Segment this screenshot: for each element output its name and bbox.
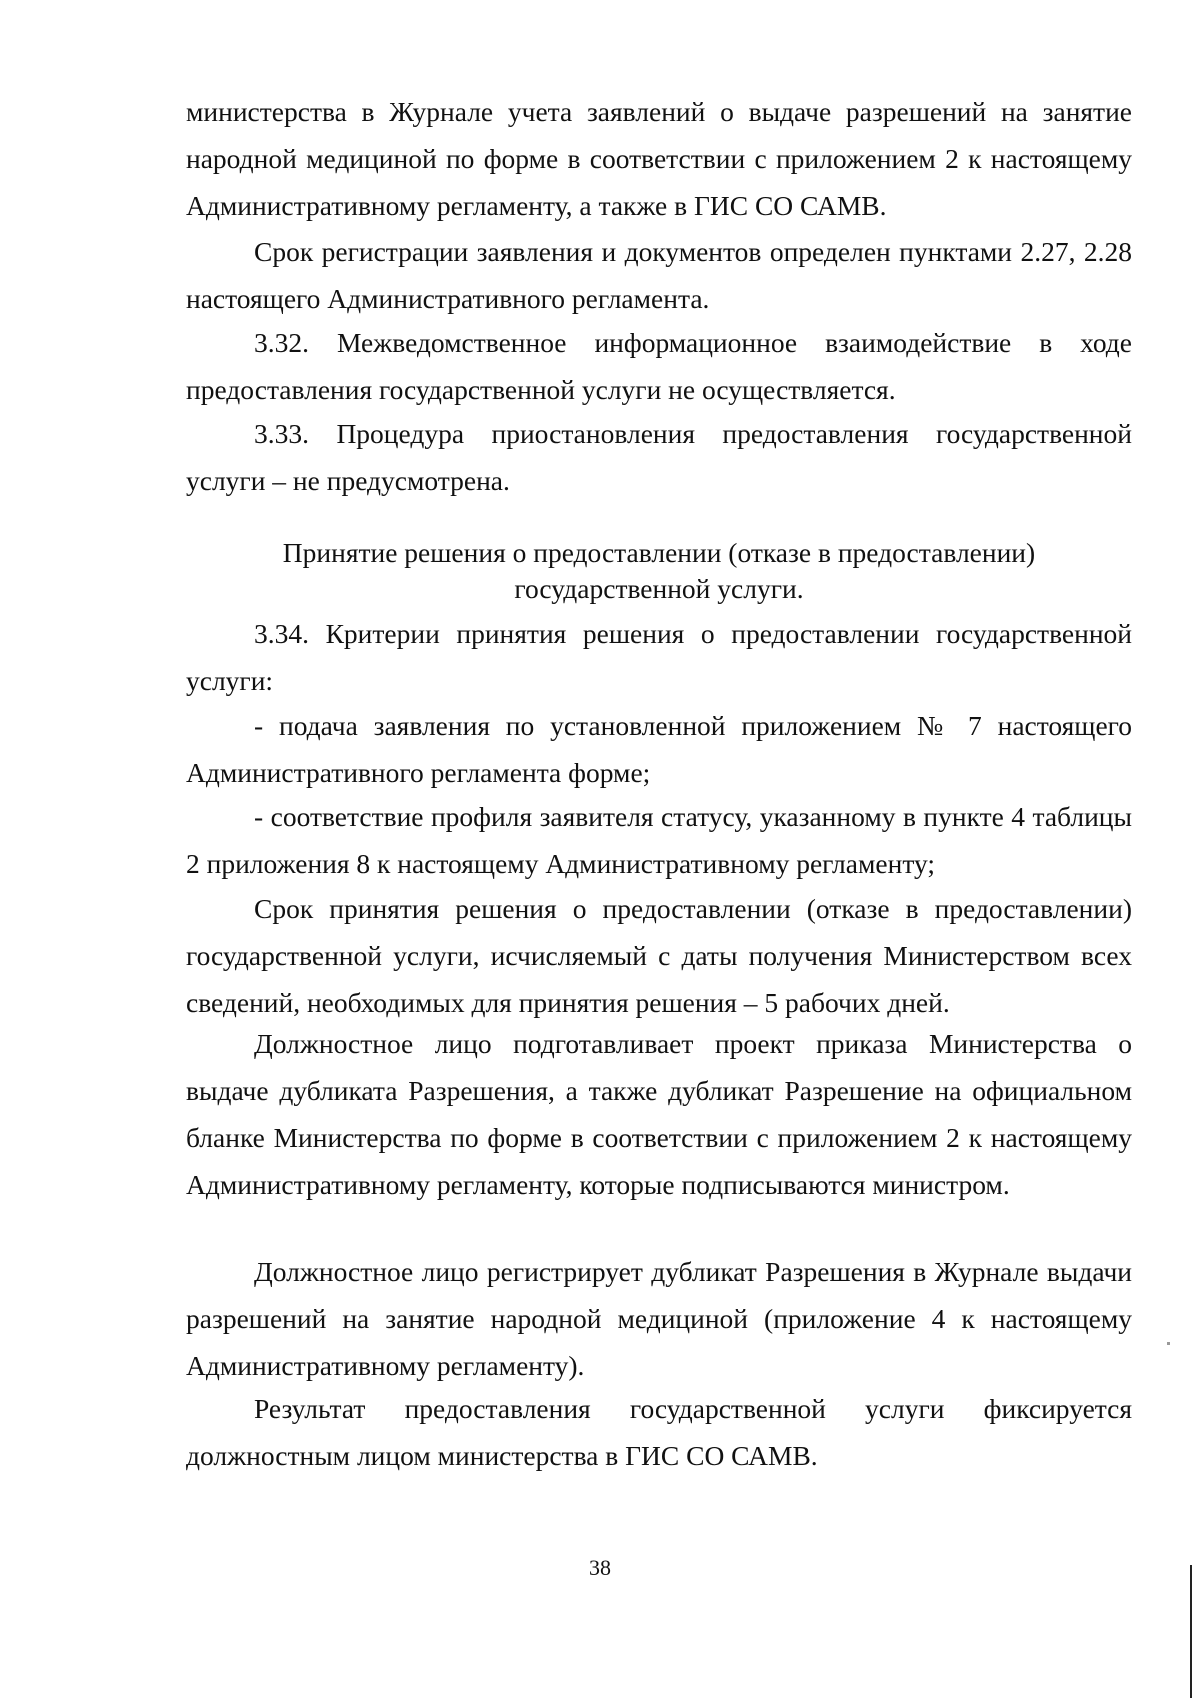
paragraph-duplicate-registration: Должностное лицо регистрирует дубликат Разрешения в Журнале выдачи разрешений на занятие народной медициной (приложение 4 к настоящему Административному регламенту). (186, 1256, 1132, 1381)
list-item-applicant-profile: - соответствие профиля заявителя статусу, указанному в пункте 4 таблицы 2 приложения 8 к настоящему Административному регламенту; (186, 801, 1132, 879)
section-heading-line-1: Принятие решения о предоставлении (отказе в предоставлении) (282, 537, 1036, 568)
paragraph-registration-term: Срок регистрации заявления и документов определен пунктами 2.27, 2.28 настоящего Административного регламента. (186, 236, 1132, 314)
scan-edge-line (1190, 1565, 1192, 1698)
scan-speck (1167, 1342, 1170, 1345)
paragraph-result-recording: Результат предоставления государственной услуги фиксируется должностным лицом министерства в ГИС СО САМВ. (186, 1393, 1132, 1471)
paragraph-3-34: 3.34. Критерии принятия решения о предоставлении государственной услуги: (186, 618, 1132, 696)
paragraph-3-32: 3.32. Межведомственное информационное взаимодействие в ходе предоставления государственной услуги не осуществляется. (186, 327, 1132, 405)
paragraph-journal-registration: министерства в Журнале учета заявлений о выдаче разрешений на занятие народной медициной по форме в соответствии с приложением 2 к настоящему Административному регламенту, а также в ГИС СО САМВ. (186, 96, 1132, 221)
paragraph-decision-term: Срок принятия решения о предоставлении (отказе в предоставлении) государственной услуги, исчисляемый с даты получения Министерством всех сведений, необходимых для принятия решения – 5 рабочих дней. (186, 893, 1132, 1018)
section-heading-line-2: государственной услуги. (514, 573, 804, 604)
page-number: 38 (589, 1555, 611, 1580)
list-item-application-form: - подача заявления по установленной приложением № 7 настоящего Административного регламента форме; (186, 710, 1132, 788)
section-heading (186, 535, 1132, 607)
paragraph-draft-order: Должностное лицо подготавливает проект приказа Министерства о выдаче дубликата Разрешения, а также дубликат Разрешение на официальном бланке Министерства по форме в соответствии с приложением 2 к настоящему Административному регламенту, которые подписываются министром. (186, 1028, 1132, 1200)
paragraph-3-33: 3.33. Процедура приостановления предоставления государственной услуги – не предусмотрена. (186, 418, 1132, 496)
